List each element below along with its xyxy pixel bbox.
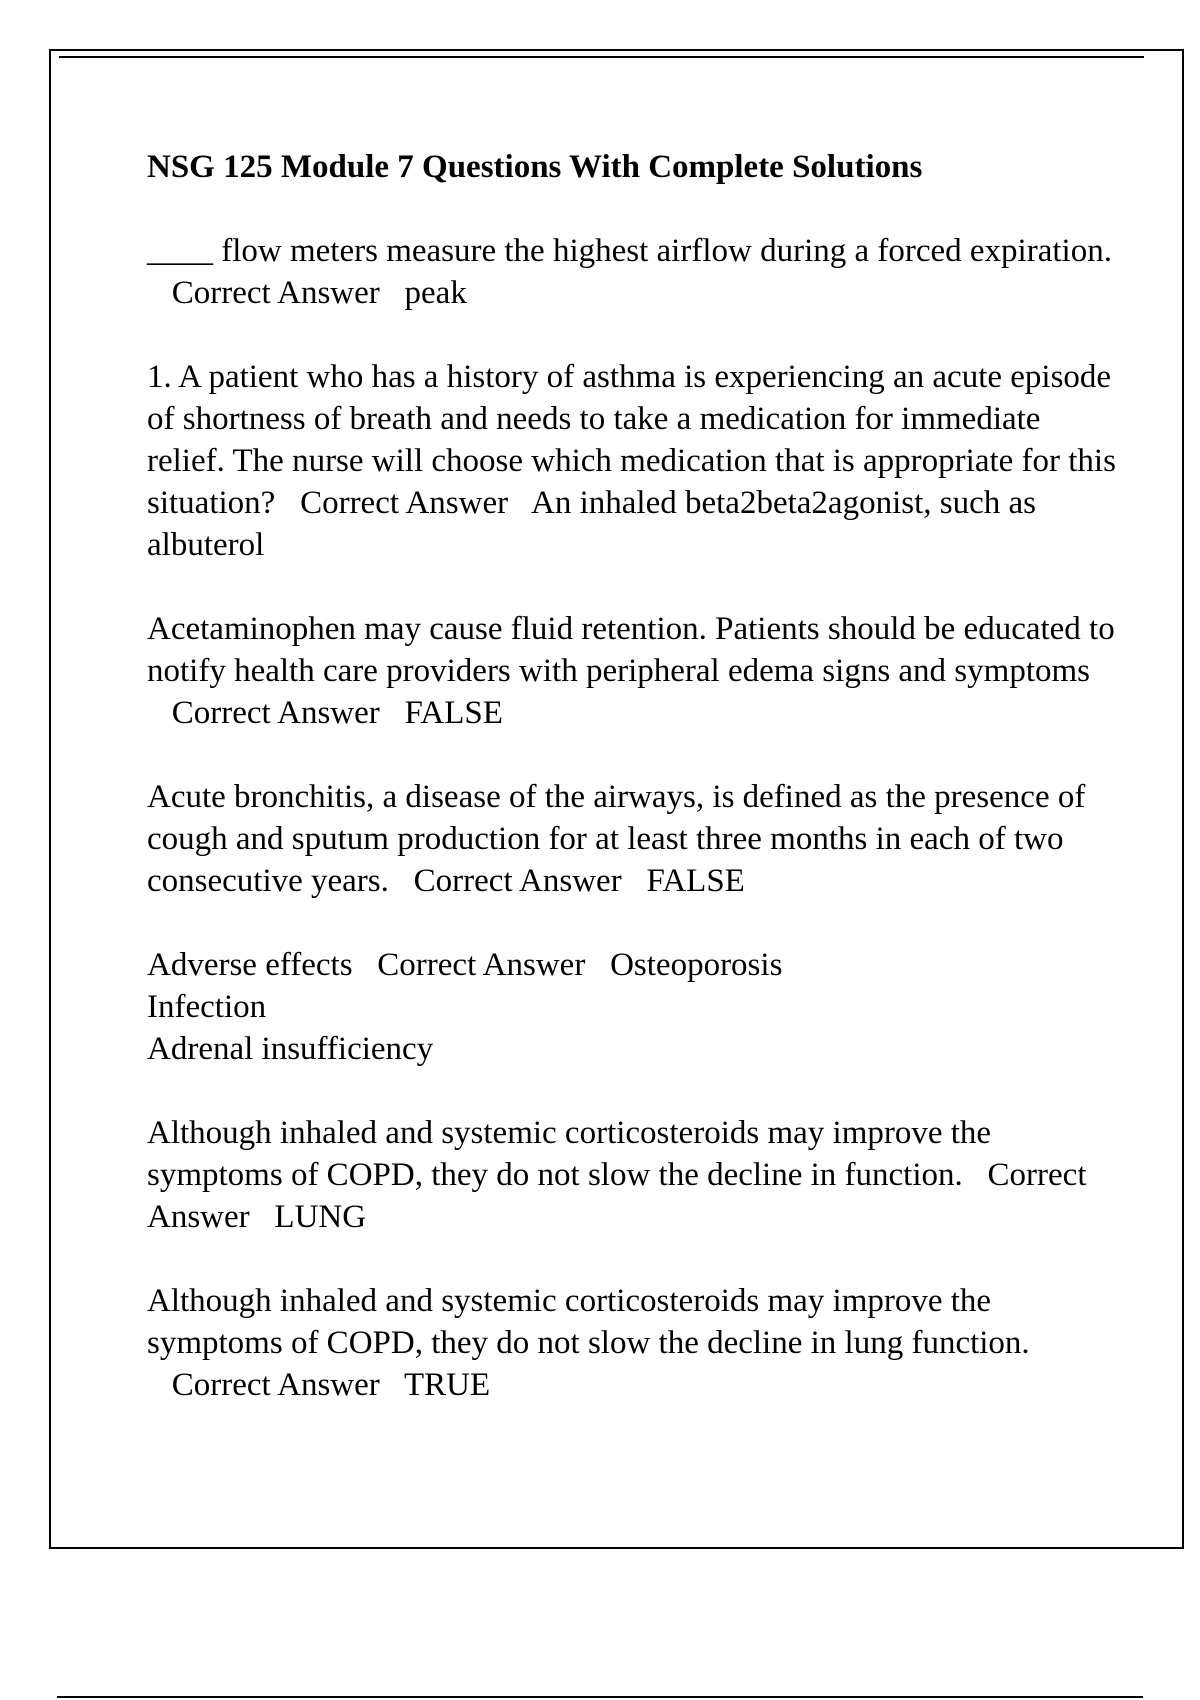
- question-text: Acute bronchitis, a disease of the airways, is defined as the presence of cough and sputum production for at least three months in each of two consecutive years.: [147, 779, 1086, 899]
- question-text: Acetaminophen may cause fluid retention. Patients should be educated to notify health care providers with peripheral edema signs and symptoms: [147, 611, 1115, 689]
- answer-label: Correct Answer: [147, 1157, 1087, 1235]
- question-text: ____ flow meters measure the highest airflow during a forced expiration.: [147, 233, 1112, 269]
- answer-text: peak: [404, 275, 467, 311]
- qa-item-5: [147, 944, 1117, 1070]
- question-text: Although inhaled and systemic corticosteroids may improve the symptoms of COPD, they do not slow the decline in function.: [147, 1115, 992, 1193]
- answer-label: Correct Answer: [377, 947, 586, 983]
- answer-label: Correct Answer: [171, 1367, 380, 1403]
- bottom-rule: [57, 1696, 1143, 1698]
- top-rule: [59, 56, 1144, 58]
- answer-label: Correct Answer: [171, 275, 380, 311]
- answer-label: Correct Answer: [171, 695, 380, 731]
- answer-text: LUNG: [274, 1199, 367, 1235]
- answer-label: Correct Answer: [300, 485, 509, 521]
- qa-item-4: [147, 776, 1117, 902]
- page-frame: [49, 49, 1184, 1549]
- document-body: [147, 146, 1117, 1448]
- qa-item-3: [147, 608, 1117, 734]
- answer-label: Correct Answer: [413, 863, 622, 899]
- qa-item-7: [147, 1280, 1117, 1406]
- answer-text: FALSE: [646, 863, 745, 899]
- qa-item-2: [147, 356, 1117, 566]
- question-text: 1. A patient who has a history of asthma is experiencing an acute episode of shortness of breath and needs to take a medication for immediate relief. The nurse will choose which medication that is appropriate for this situation?: [147, 359, 1116, 521]
- qa-item-6: [147, 1112, 1117, 1238]
- answer-text: Osteoporosis: [610, 947, 783, 983]
- answer-text: FALSE: [404, 695, 503, 731]
- document-title: NSG 125 Module 7 Questions With Complete Solutions: [147, 149, 923, 185]
- question-text: Although inhaled and systemic corticosteroids may improve the symptoms of COPD, they do not slow the decline in lung function.: [147, 1283, 1030, 1361]
- answer-text: An inhaled beta2beta2agonist, such as albuterol: [147, 485, 1036, 563]
- question-text: Adverse effects: [147, 947, 353, 983]
- qa-item-1: [147, 230, 1117, 314]
- answer-text-line: Adrenal insufficiency: [147, 1031, 434, 1067]
- answer-text-line: Infection: [147, 989, 267, 1025]
- answer-text: TRUE: [403, 1367, 491, 1403]
